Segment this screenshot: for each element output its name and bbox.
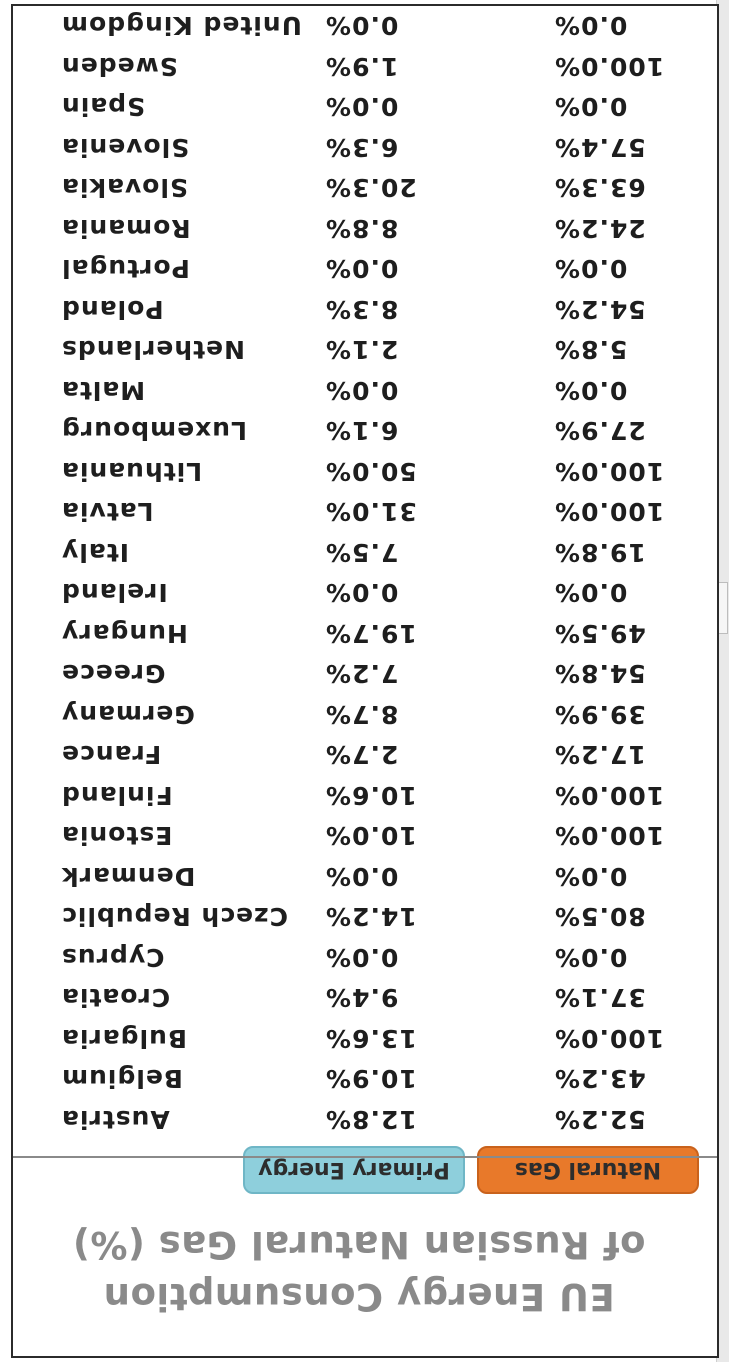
natural-gas-cell: 37.1% <box>554 983 646 1013</box>
table-row <box>0 735 729 776</box>
table-row <box>0 128 729 169</box>
natural-gas-cell: 0.0% <box>554 254 628 284</box>
country-cell: Poland <box>61 295 164 324</box>
natural-gas-cell: 57.4% <box>554 133 646 162</box>
country-cell: Ireland <box>61 578 168 608</box>
table-row <box>0 492 729 533</box>
primary-energy-cell: 6.3% <box>325 133 399 162</box>
natural-gas-cell: 17.2% <box>554 740 646 770</box>
table-row <box>0 1100 729 1141</box>
natural-gas-cell: 0.0% <box>554 578 628 608</box>
primary-energy-cell: 50.0% <box>325 457 417 486</box>
table-row <box>0 452 729 493</box>
primary-energy-cell: 10.9% <box>325 1064 417 1094</box>
natural-gas-cell: 39.9% <box>554 700 646 729</box>
primary-energy-cell: 12.8% <box>325 1105 417 1134</box>
primary-energy-cell: 7.5% <box>325 538 399 567</box>
natural-gas-cell: 100.0% <box>554 1024 665 1053</box>
country-cell: Slovenia <box>61 133 190 162</box>
country-cell: Austria <box>61 1105 170 1134</box>
natural-gas-cell: 19.8% <box>554 538 646 567</box>
country-cell: Hungary <box>61 619 188 648</box>
natural-gas-cell: 0.0% <box>554 943 628 972</box>
table-row <box>0 6 729 47</box>
page-title <box>49 1218 669 1322</box>
country-cell: Sweden <box>61 52 178 81</box>
primary-energy-cell: 9.4% <box>325 983 399 1013</box>
natural-gas-cell: 0.0% <box>554 92 628 122</box>
table-row <box>0 47 729 88</box>
table-row <box>0 168 729 209</box>
primary-energy-cell: 31.0% <box>325 497 417 527</box>
natural-gas-cell: 100.0% <box>554 457 665 486</box>
table-row <box>0 411 729 452</box>
table-row <box>0 1019 729 1060</box>
table-row <box>0 249 729 290</box>
country-cell: Luxembourg <box>61 416 247 446</box>
primary-energy-cell: 0.0% <box>325 92 399 122</box>
country-cell: France <box>61 740 162 770</box>
primary-energy-cell: 20.3% <box>325 173 417 203</box>
primary-energy-cell: 14.2% <box>325 902 417 932</box>
natural-gas-cell: 63.3% <box>554 173 646 203</box>
table-row <box>0 857 729 898</box>
country-cell: Spain <box>61 92 146 122</box>
natural-gas-cell: 0.0% <box>554 862 628 891</box>
natural-gas-cell: 0.0% <box>554 11 628 41</box>
table-row <box>0 533 729 574</box>
table-row <box>0 776 729 817</box>
primary-energy-cell: 1.9% <box>325 52 399 81</box>
table-row <box>0 371 729 412</box>
table-row <box>0 654 729 695</box>
natural-gas-cell: 100.0% <box>554 497 665 527</box>
table-row <box>0 695 729 736</box>
natural-gas-cell: 100.0% <box>554 52 665 81</box>
primary-energy-cell: 0.0% <box>325 254 399 284</box>
table-row <box>0 897 729 938</box>
primary-energy-cell: 6.1% <box>325 416 399 446</box>
country-cell: United Kingdom <box>61 11 302 41</box>
primary-energy-cell: 10.0% <box>325 821 417 851</box>
country-cell: Estonia <box>61 821 173 851</box>
country-cell: Portugal <box>61 254 190 284</box>
country-cell: Slovakia <box>61 173 188 203</box>
table-row <box>0 614 729 655</box>
natural-gas-cell: 43.2% <box>554 1064 646 1094</box>
table-row <box>0 573 729 614</box>
table-row <box>0 816 729 857</box>
country-cell: Germany <box>61 700 195 729</box>
table-row <box>0 978 729 1019</box>
country-cell: Greece <box>61 659 166 689</box>
country-cell: Croatia <box>61 983 171 1013</box>
country-cell: Latvia <box>61 497 154 527</box>
table-row <box>0 87 729 128</box>
country-cell: Belgium <box>61 1064 183 1094</box>
primary-energy-cell: 2.1% <box>325 335 399 365</box>
tab-primary-energy[interactable]: Primary Energy <box>243 1146 465 1194</box>
primary-energy-cell: 0.0% <box>325 376 399 405</box>
natural-gas-cell: 0.0% <box>554 376 628 405</box>
primary-energy-cell: 2.7% <box>325 740 399 770</box>
country-cell: Romania <box>61 214 191 243</box>
natural-gas-cell: 5.8% <box>554 335 628 365</box>
country-cell: Czech Republic <box>61 902 288 932</box>
primary-energy-cell: 7.2% <box>325 659 399 689</box>
header-divider <box>13 1156 717 1158</box>
natural-gas-cell: 49.5% <box>554 619 646 648</box>
natural-gas-cell: 54.2% <box>554 295 646 324</box>
table-row <box>0 290 729 331</box>
primary-energy-cell: 8.7% <box>325 700 399 729</box>
table-row <box>0 938 729 979</box>
country-cell: Netherlands <box>61 335 245 365</box>
primary-energy-cell: 0.0% <box>325 578 399 608</box>
primary-energy-cell: 19.7% <box>325 619 417 648</box>
natural-gas-cell: 100.0% <box>554 781 665 810</box>
primary-energy-cell: 0.0% <box>325 11 399 41</box>
natural-gas-cell: 100.0% <box>554 821 665 851</box>
table-row <box>0 330 729 371</box>
primary-energy-cell: 13.6% <box>325 1024 417 1053</box>
primary-energy-cell: 8.3% <box>325 295 399 324</box>
country-cell: Malta <box>61 376 146 405</box>
title-line-2: of Russian Natural Gas (%) <box>72 1223 646 1266</box>
country-cell: Denmark <box>61 862 196 891</box>
natural-gas-cell: 54.8% <box>554 659 646 689</box>
country-cell: Finland <box>61 781 173 810</box>
natural-gas-cell: 27.9% <box>554 416 646 446</box>
primary-energy-cell: 8.8% <box>325 214 399 243</box>
country-cell: Lithuania <box>61 457 203 486</box>
natural-gas-cell: 80.5% <box>554 902 646 932</box>
natural-gas-cell: 24.2% <box>554 214 646 243</box>
table-row <box>0 1059 729 1100</box>
tab-natural-gas[interactable]: Natural Gas <box>477 1146 699 1194</box>
country-cell: Italy <box>61 538 129 567</box>
natural-gas-cell: 52.2% <box>554 1105 646 1134</box>
title-line-1: EU Energy Consumption <box>103 1275 615 1318</box>
primary-energy-cell: 0.0% <box>325 943 399 972</box>
country-cell: Cyprus <box>61 943 165 972</box>
primary-energy-cell: 0.0% <box>325 862 399 891</box>
table-row <box>0 209 729 250</box>
country-cell: Bulgaria <box>61 1024 187 1053</box>
primary-energy-cell: 10.6% <box>325 781 417 810</box>
data-table <box>0 6 729 1140</box>
